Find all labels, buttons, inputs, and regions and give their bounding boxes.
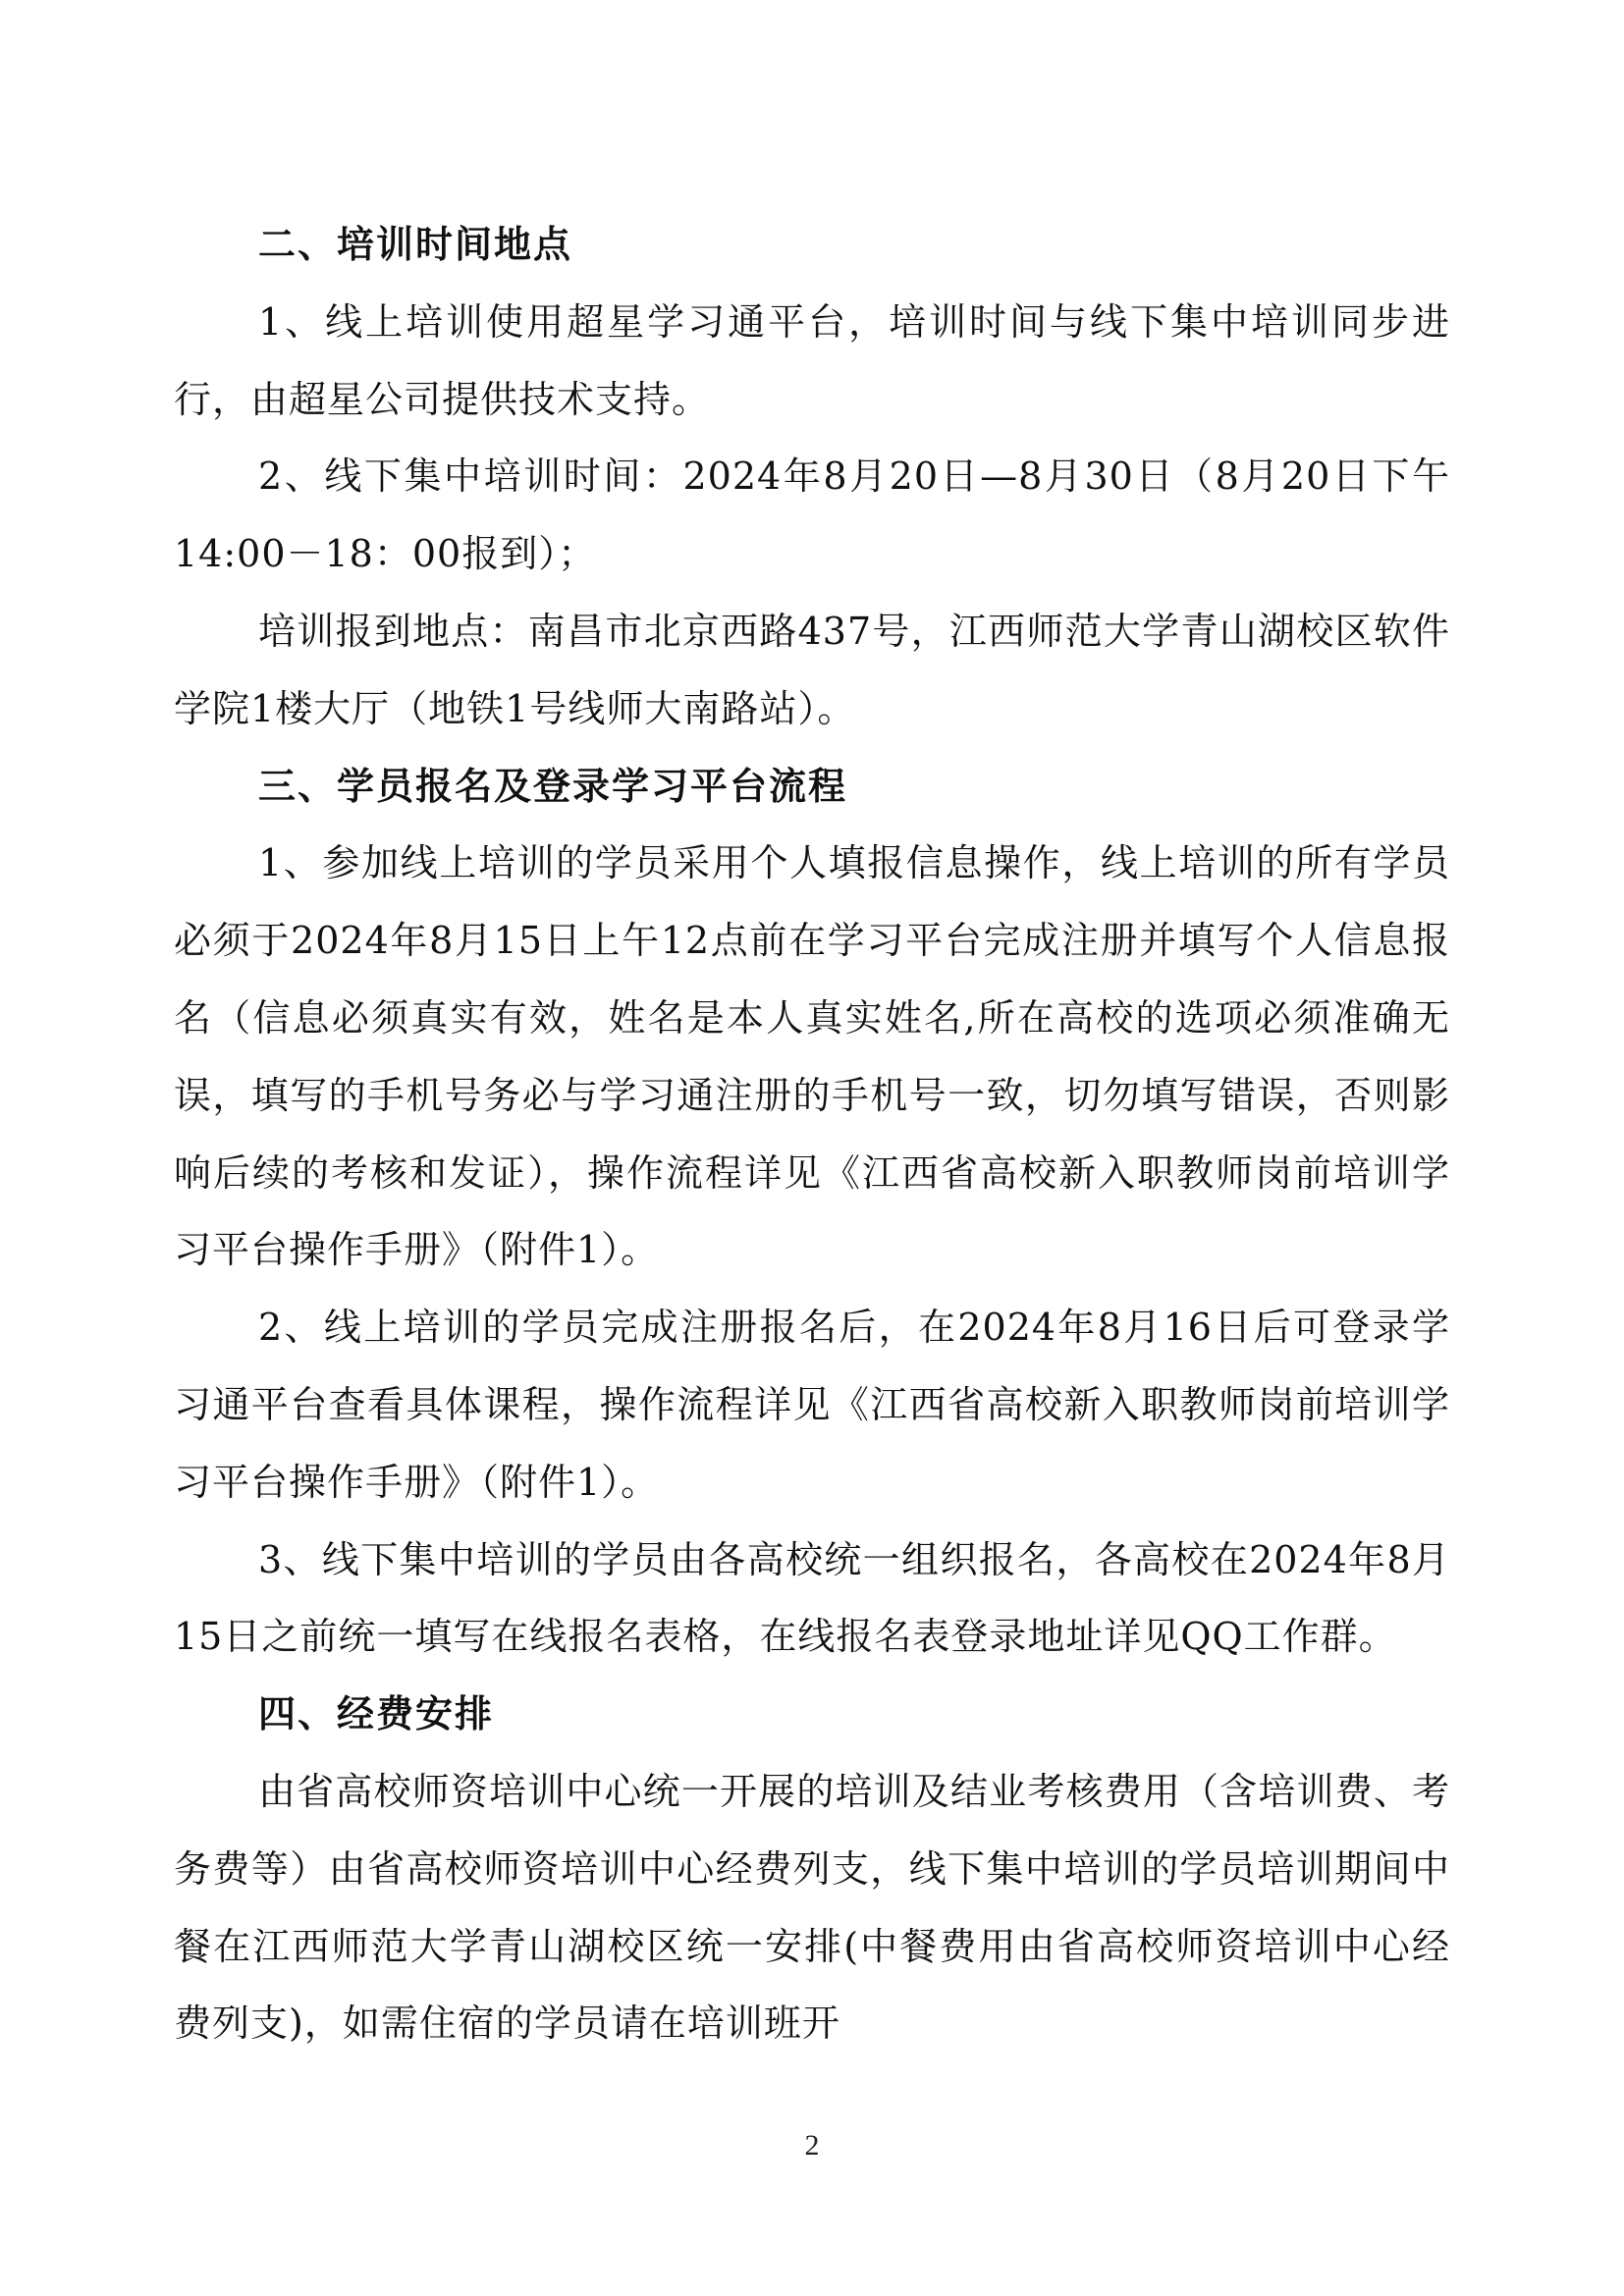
page-number: 2 (804, 2129, 820, 2162)
document-body (174, 206, 1450, 2062)
paragraph-check-in-location: 培训报到地点：南昌市北京西路437号，江西师范大学青山湖校区软件学院1楼大厅（地铁1号线师大南路站）。 (174, 609, 1450, 730)
paragraph-offline-training-time: 2、线下集中培训时间：2024年8月20日—8月30日（8月20日下午14:00－18：00报到）； (174, 454, 1450, 576)
paragraph-funding-details: 由省高校师资培训中心统一开展的培训及结业考核费用（含培训费、考务费等）由省高校师资培训中心经费列支，线下集中培训的学员培训期间中餐在江西师范大学青山湖校区统一安排(中餐费用由省高校师资培训中心经费列支)，如需住宿的学员请在培训班开 (174, 1769, 1450, 2046)
section-heading-funding: 四、经费安排 (258, 1692, 495, 1736)
paragraph-online-registration: 1、参加线上培训的学员采用个人填报信息操作，线上培训的所有学员必须于2024年8月15日上午12点前在学习平台完成注册并填写个人信息报名（信息必须真实有效，姓名是本人真实姓名,所在高校的选项必须准确无误，填写的手机号务必与学习通注册的手机号一致，切勿填写错误，否则影响后续的考核和发证），操作流程详见《江西省高校新入职教师岗前培训学习平台操作手册》（附件1）。 (174, 841, 1450, 1272)
paragraph-offline-registration: 3、线下集中培训的学员由各高校统一组织报名，各高校在2024年8月15日之前统一填写在线报名表格，在线报名表登录地址详见QQ工作群。 (174, 1537, 1450, 1659)
section-heading-registration: 三、学员报名及登录学习平台流程 (258, 764, 848, 808)
paragraph-online-training: 1、线上培训使用超星学习通平台，培训时间与线下集中培训同步进行，由超星公司提供技术支持。 (174, 299, 1450, 421)
section-heading-time-location: 二、培训时间地点 (258, 223, 573, 266)
paragraph-platform-login: 2、线上培训的学员完成注册报名后，在2024年8月16日后可登录学习通平台查看具体课程，操作流程详见《江西省高校新入职教师岗前培训学习平台操作手册》（附件1）。 (174, 1306, 1450, 1504)
